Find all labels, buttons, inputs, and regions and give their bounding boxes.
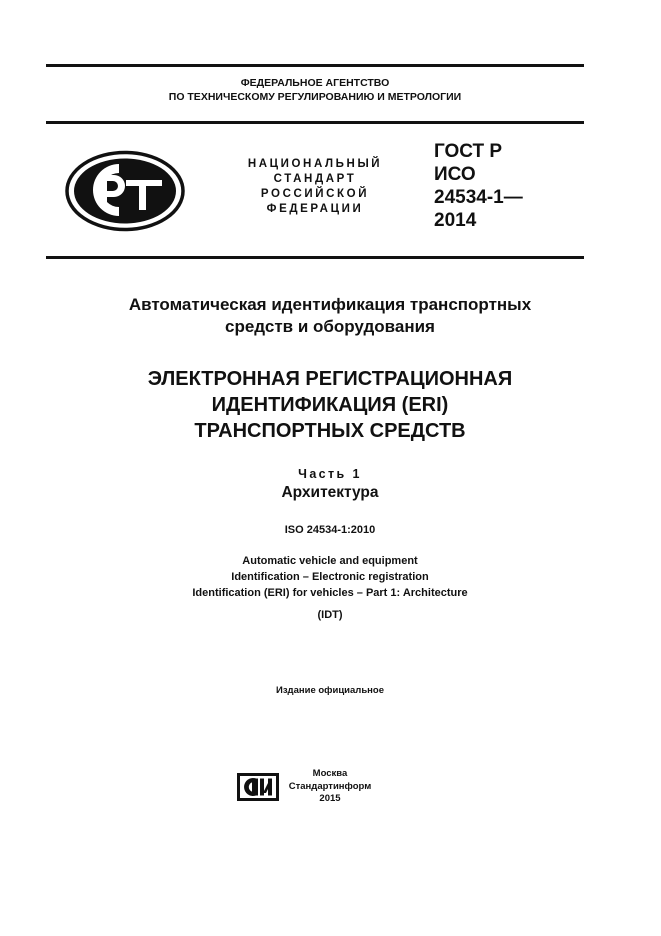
iso-reference: ISO 24534-1:2010 [284, 524, 376, 536]
national-standard-label [226, 157, 404, 217]
part-label: Часть 1 [298, 467, 362, 481]
english-title-line-3: Identification (ERI) for vehicles – Part 1: Architecture [192, 587, 468, 599]
main-title [46, 366, 614, 444]
publisher-name: Стандартинформ [288, 780, 372, 792]
main-title-line-3: ТРАНСПОРТНЫХ СРЕДСТВ [194, 420, 466, 442]
main-title-line-2: ИДЕНТИФИКАЦИЯ (ERI) [211, 394, 449, 416]
national-line-1: НАЦИОНАЛЬНЫЙ [247, 158, 383, 170]
designation-line-4: 2014 [434, 210, 477, 231]
publisher-imprint [284, 768, 376, 806]
designation-line-1: ГОСТ Р [434, 141, 503, 162]
standartinform-logo-icon [236, 772, 280, 802]
designation-line-3: 24534-1— [434, 187, 523, 208]
part-name: Архитектура [281, 484, 379, 501]
main-title-line-1: ЭЛЕКТРОННАЯ РЕГИСТРАЦИОННАЯ [147, 368, 513, 390]
national-line-4: ФЕДЕРАЦИИ [266, 203, 364, 215]
agency-line-2: ПО ТЕХНИЧЕСКОМУ РЕГУЛИРОВАНИЮ И МЕТРОЛОГИИ [168, 91, 462, 103]
english-title-line-1: Automatic vehicle and equipment [242, 555, 418, 567]
national-line-3: РОССИЙСКОЙ [260, 188, 370, 200]
top-rule [46, 64, 584, 67]
agency-line-1: ФЕДЕРАЛЬНОЕ АГЕНТСТВО [240, 77, 390, 89]
agency-header [46, 76, 584, 104]
rst-certification-logo-icon [64, 150, 186, 232]
standard-block-bottom-rule [46, 256, 584, 259]
designation-line-2: ИСО [434, 164, 476, 185]
subject-line-2: средств и оборудования [225, 317, 435, 336]
subject-line-1: Автоматическая идентификация транспортных [128, 295, 532, 314]
publisher-year: 2015 [319, 793, 341, 804]
subject-title [46, 294, 614, 338]
english-title [46, 553, 614, 601]
english-title-line-2: Identification – Electronic registration [231, 571, 429, 583]
national-line-2: СТАНДАРТ [273, 173, 357, 185]
publisher-city: Москва [312, 768, 348, 779]
equivalence-label: (IDT) [317, 609, 343, 621]
edition-label: Издание официальное [276, 685, 384, 696]
standard-designation [434, 140, 523, 232]
header-divider-rule [46, 121, 584, 124]
